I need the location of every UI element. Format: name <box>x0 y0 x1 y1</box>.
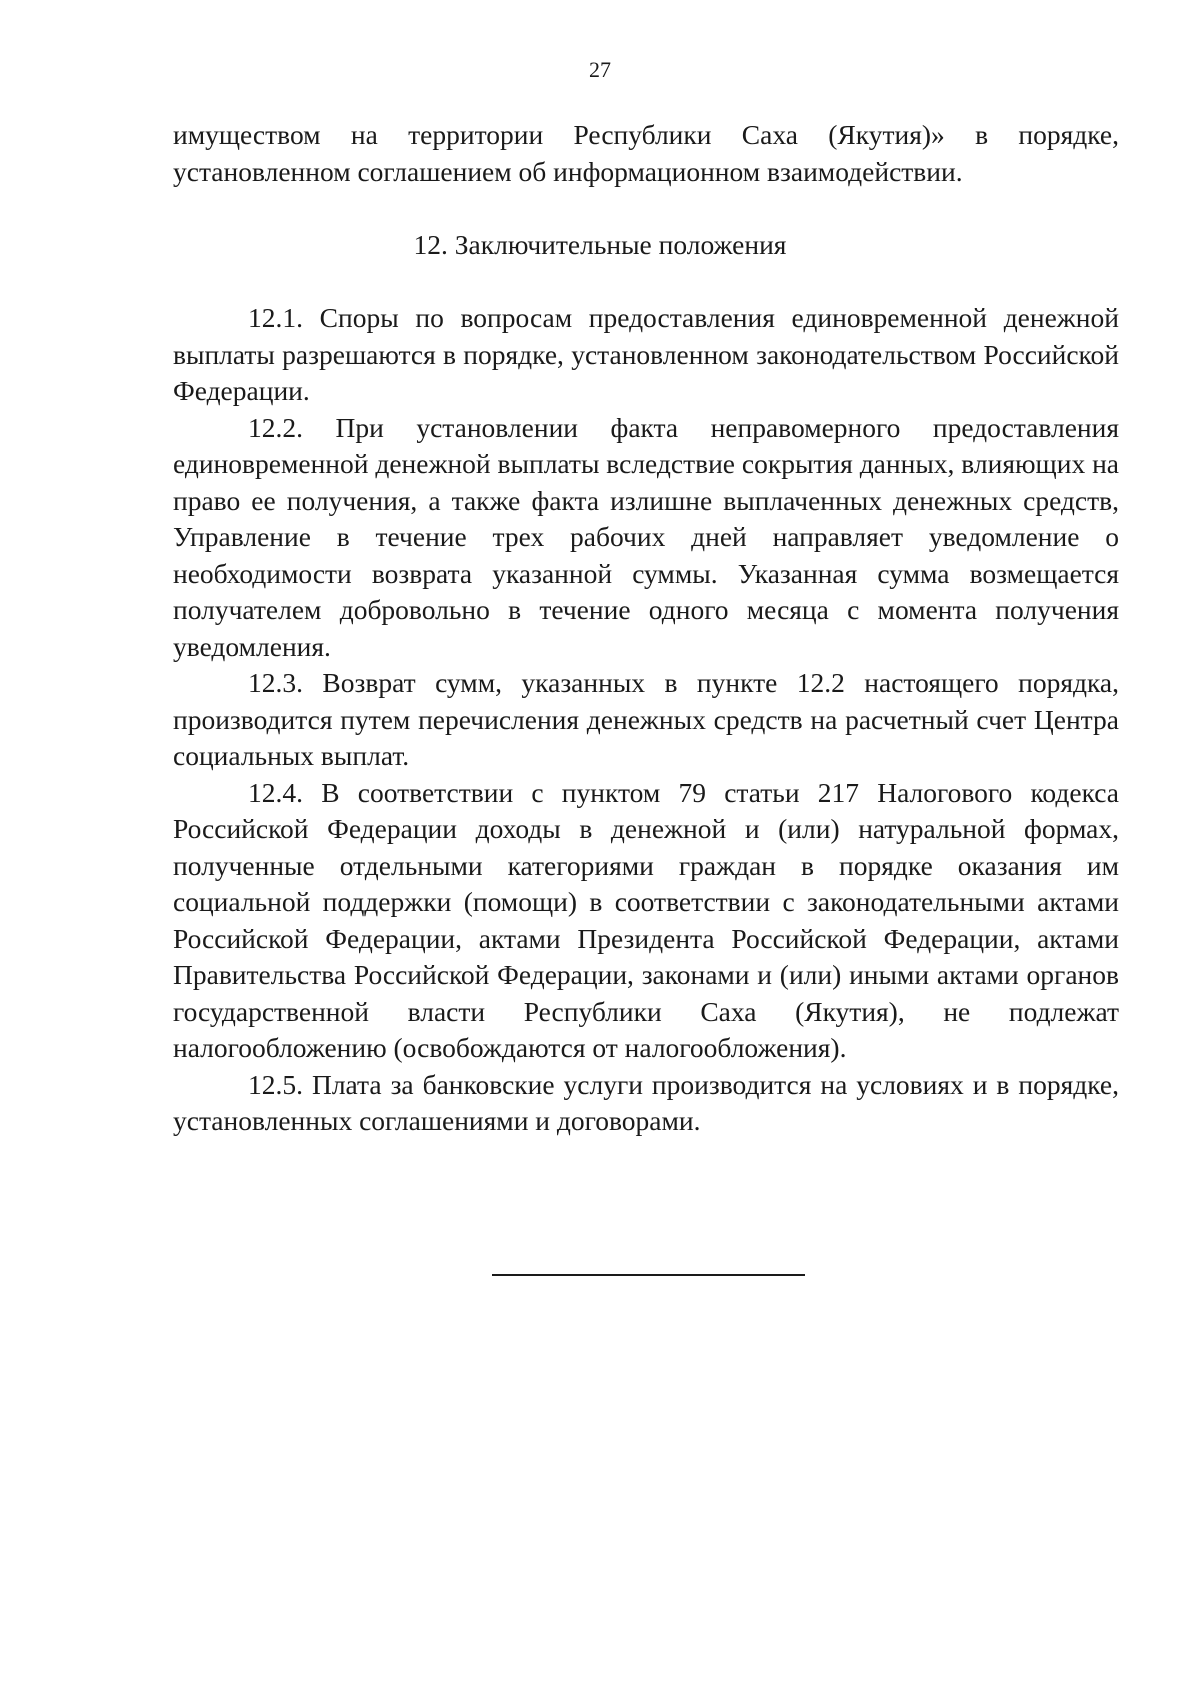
page-number: 27 <box>589 57 611 82</box>
clause-12-1: 12.1. Споры по вопросам предоставления единовременной денежной выплаты разрешаются в порядке, установленном законодательством Российской Федерации. <box>173 302 1119 406</box>
clause-12-2: 12.2. При установлении факта неправомерного предоставления единовременной денежной выплаты вследствие сокрытия данных, влияющих на право ее получения, а также факта излишне выплаченных денежных средств, Управление в течение трех рабочих дней направляет уведомление о необходимости возврата указанной суммы. Указанная сумма возмещается получателем добровольно в течение одного месяца с момента получения уведомления. <box>173 411 1119 662</box>
clauses-list <box>173 300 1119 1140</box>
section-heading: 12. Заключительные положения <box>413 229 787 260</box>
clause-12-3: 12.3. Возврат сумм, указанных в пункте 12.2 настоящего порядка, производится путем перечисления денежных средств на расчетный счет Центра социальных выплат. <box>173 667 1119 771</box>
continuation-paragraph <box>173 117 1119 190</box>
clause-12-5: 12.5. Плата за банковские услуги производится на условиях и в порядке, установленных соглашениями и договорами. <box>173 1068 1119 1136</box>
closing-divider-line <box>492 1274 805 1276</box>
continuation-text: имуществом на территории Республики Саха (Якутия)» в порядке, установленном соглашением об информационном взаимодействии. <box>173 119 1119 187</box>
clause-12-4: 12.4. В соответствии с пунктом 79 статьи 217 Налогового кодекса Российской Федерации доходы в денежной и (или) натуральной формах, полученные отдельными категориями граждан в порядке оказания им социальной поддержки (помощи) в соответствии с законодательными актами Российской Федерации, актами Президента Российской Федерации, актами Правительства Российской Федерации, законами и (или) иными актами органов государственной власти Республики Саха (Якутия), не подлежат налогообложению (освобождаются от налогообложения). <box>173 776 1119 1063</box>
